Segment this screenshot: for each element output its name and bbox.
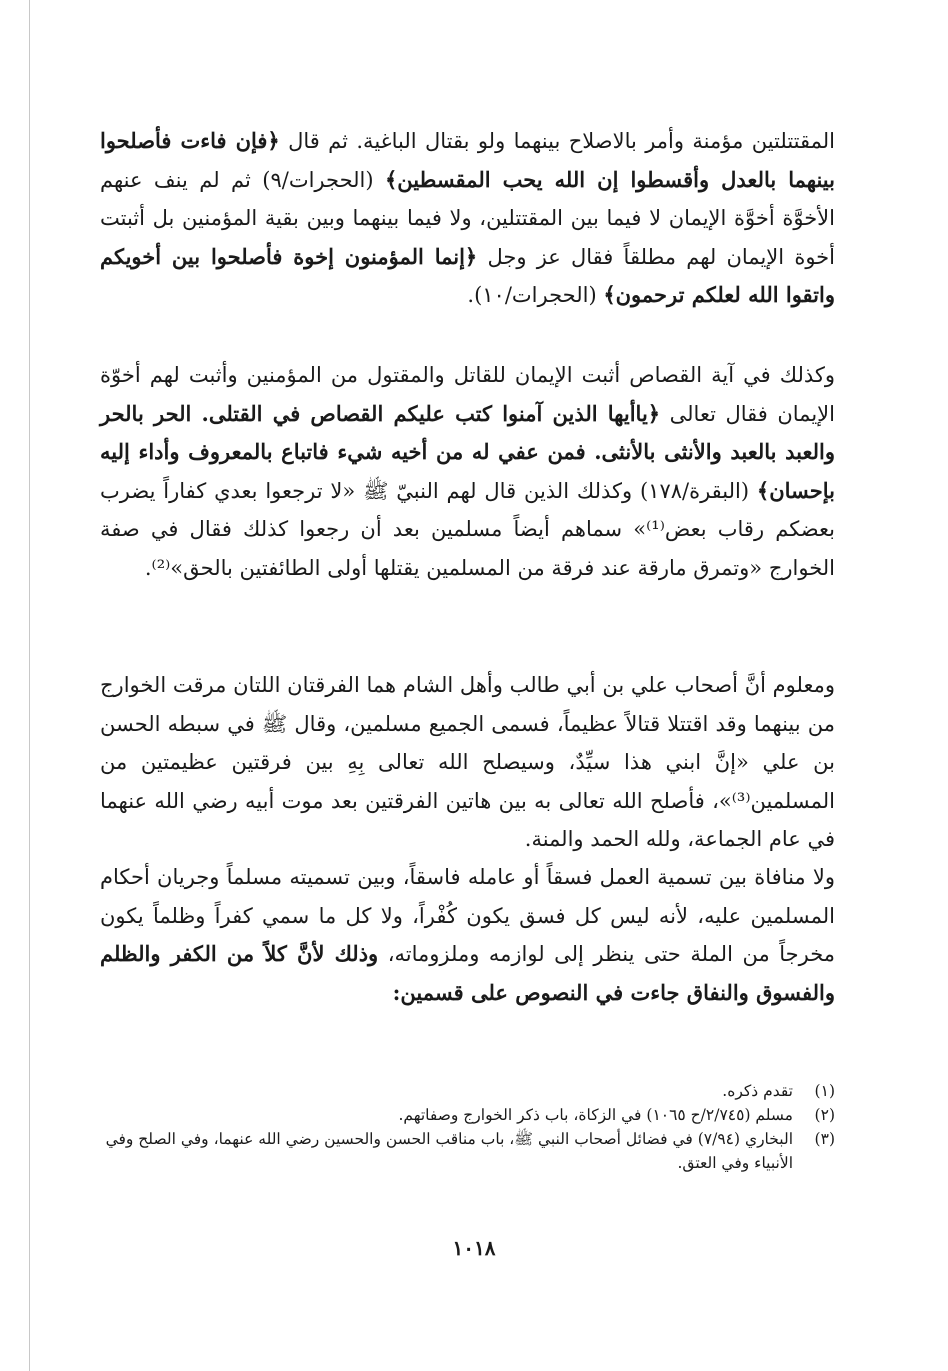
footnote-2 [100,1103,835,1127]
text-segment: (الحجرات/٩) ثم لم ينف عنهم الأخوَّة أخوَّة الإيمان لا فيما بين المقتتلين، ولا فيما بينهما وبين بقية المؤمنين بل أثبتت أخوة الإيمان لهم مطلقاً فقال عز وجل [100,167,835,269]
footnote-text: مسلم (٢/٧٤٥/ح ١٠٦٥) في الزكاة، باب ذكر الخوارج وصفاتهم. [398,1106,793,1124]
text-segment: ومعلوم أنَّ أصحاب علي بن أبي طالب وأهل الشام هما الفرقتان اللتان مرقت الخوارج من بينهما وقد اقتتلا قتالاً عظيماً، فسمى الجميع مسلمين، وقال ﷺ في سبطه الحسن بن علي «إنَّ ابني هذا سيِّدٌ، وسيصلح الله تعالى بِهِ بين فرقتين عظيمتين من المسلمين⁽³⁾»، فأصلح الله تعالى به بين هاتين الفرقتين بعد موت أبيه رضي الله عنهما في عام الجماعة، ولله الحمد والمنة. [100,673,835,852]
text-segment: وكذلك في آية القصاص أثبت الإيمان للقاتل والمقتول من المؤمنين وأثبت لهم أخوّة الإيمان فقال تعالى [100,363,835,426]
footnote-text: تقدم ذكره. [722,1082,793,1100]
footnote-number: (٣) [814,1130,835,1148]
footnote-number: (٢) [814,1106,835,1124]
page-number: ١٠١٨ [452,1236,496,1260]
text-segment: المقتتلتين مؤمنة وأمر بالاصلاح بينهما ولو بقتال الباغية. ثم قال [279,129,836,153]
paragraph-2 [100,356,835,588]
paragraph-4 [100,858,835,1012]
quran-verse: ﴿ياأيها الذين آمنوا كتب عليكم القصاص في القتلى. الحر بالحر والعبد بالعبد والأنثى بالأنثى. فمن عفي له من أخيه شيء فاتباع بالمعروف وأداء إليه بإحسان﴾ [100,400,835,503]
text-segment: (الحجرات/١٠). [467,283,604,308]
footnote-3 [100,1127,835,1175]
text-segment: (البقرة/١٧٨) وكذلك الذين قال لهم النبيّ ﷺ «لا ترجعوا بعدي كفاراً يضرب بعضكم رقاب بعض⁽¹⁾» سماهم أيضاً مسلمين بعد أن رجعوا كذلك فقال في صفة الخوارج «وتمرق مارقة عند فرقة من المسلمين يقتلها أولى الطائفتين بالحق»⁽²⁾. [100,478,835,580]
quran-verse: ﴿إنما المؤمنون إخوة فأصلحوا بين أخويكم واتقوا الله لعلكم ترحمون﴾ [100,243,835,308]
text-segment: ولا منافاة بين تسمية العمل فسقاً أو عامله فاسقاً، وبين تسميته مسلماً وجريان أحكام المسلمين عليه، لأنه ليس كل فسق يكون كُفْراً، ولا كل ما سمي كفراً وظلماً يكون مخرجاً من الملة حتى ينظر إلى لوازمه وملزوماته، [100,865,835,967]
bold-statement: وذلك لأنَّ كلاً من الكفر والظلم والفسوق والنفاق جاءت في النصوص على قسمين: [100,941,835,1005]
footnote-1 [100,1079,835,1103]
paragraph-1 [100,122,835,315]
footnote-number: (١) [814,1082,835,1100]
footnote-text: البخاري (٧/٩٤) في فضائل أصحاب النبي ﷺ، باب مناقب الحسن والحسين رضي الله عنهما، وفي الصلح وفي الأنبياء وفي العتق. [105,1130,793,1172]
footnotes [100,1079,835,1175]
paragraph-3 [100,666,835,859]
page-edge-line [29,0,30,1371]
quran-verse: ﴿فإن فاءت فأصلحوا بينهما بالعدل وأقسطوا إن الله يحب المقسطين﴾ [100,128,835,192]
